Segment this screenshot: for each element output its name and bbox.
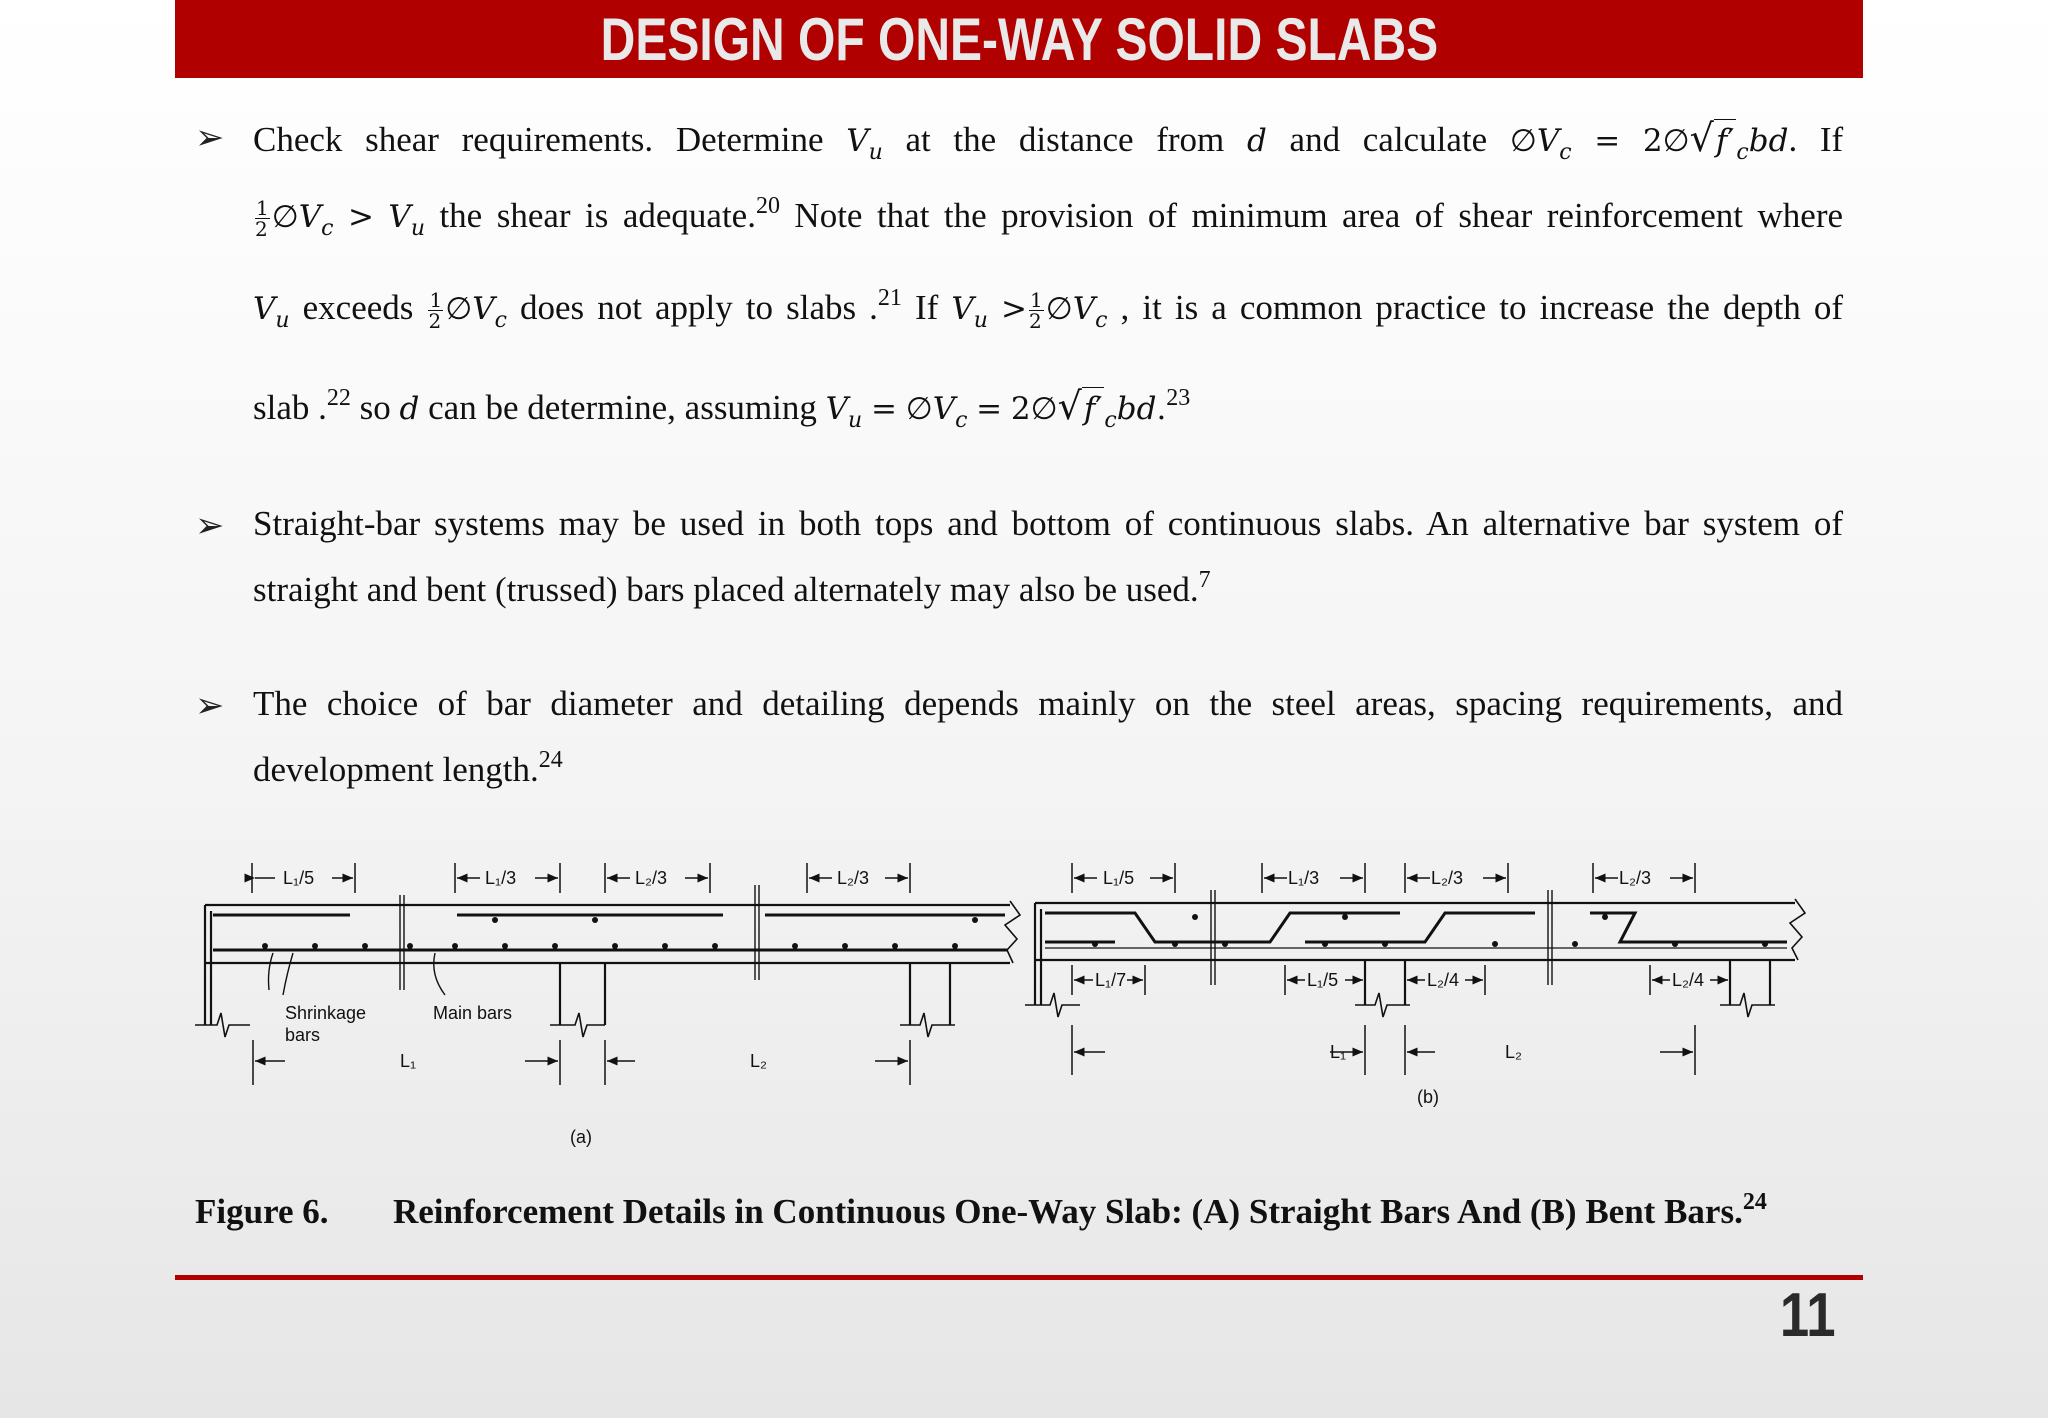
bullet-arrow-icon: ➢ (195, 506, 225, 545)
dim-a-1: L₁/5 (283, 868, 315, 888)
bullet-arrow-icon: ➢ (195, 118, 225, 157)
span-b-2: L₂ (1505, 1042, 1522, 1062)
bullet1-line1: Check shear requirements. Determine $V_u$ at the distance from d and calculate $\emptyset V_c$ = $2\emptyset√f'_cbd$. If (253, 116, 1844, 165)
dim-a-2: L₁/3 (485, 868, 517, 888)
shrinkage-label: Shrinkage (285, 1003, 367, 1023)
figure-b (1025, 863, 1805, 1075)
dim-a-3: L₂/3 (635, 868, 668, 888)
page-number: 11 (1780, 1281, 1836, 1350)
bullet-arrow-icon: ➢ (195, 686, 225, 725)
dim-b-bot-4: L₂/4 (1672, 970, 1705, 990)
header-bar (175, 0, 1863, 78)
dim-b-3: L₂/3 (1431, 868, 1464, 888)
dim-b-2: L₁/3 (1288, 868, 1320, 888)
span-a-1: L₁ (400, 1051, 417, 1071)
reinforcement-figure (195, 845, 1855, 1155)
caption-text: Reinforcement Details in Continuous One-Way Slab: (A) Straight Bars And (B) Bent Bars. (393, 1192, 1743, 1231)
dim-b-bot-1: L₁/7 (1095, 970, 1127, 990)
dim-a-4: L₂/3 (837, 868, 870, 888)
bullet3-line1: The choice of bar diameter and detailing depends mainly on the steel areas, spacing requirements, and (253, 684, 1843, 723)
page-title: DESIGN OF ONE-WAY SOLID SLABS (600, 5, 1438, 73)
dim-b-4: L₂/3 (1619, 868, 1652, 888)
figure-number: Figure 6. (195, 1192, 329, 1231)
figure-b-label: (b) (1417, 1087, 1439, 1107)
dim-b-1: L₁/5 (1103, 868, 1135, 888)
span-b-1: L₁ (1330, 1042, 1347, 1062)
shrinkage-label-2: bars (285, 1025, 321, 1045)
bullet1-line4: slab .$^{22}$ so d can be determine, assuming $V_u$ = $\emptyset V_c$ = $2\emptyset√f'_cbd.^{23}$ (253, 384, 1191, 433)
dim-b-bot-2: L₁/5 (1307, 970, 1339, 990)
figure-a-label: (a) (570, 1127, 592, 1147)
bullet2-line2: straight and bent (trussed) bars placed alternately may also be used.$^7$ (253, 567, 1211, 609)
figure-caption (195, 1189, 1767, 1232)
caption-ref: 24 (1742, 1189, 1767, 1215)
main-bars-label: Main bars (433, 1003, 513, 1023)
bullet3-line2: development length.$^{24}$ (253, 747, 563, 789)
bullet1-line2: $\frac{1}{2}$ $\emptyset V_c > V_u$ the shear is adequate.$^{20}$ Note that the provision of minimum area of shear reinforcement where (255, 193, 1844, 242)
footer-rule (175, 1275, 1863, 1280)
span-a-2: L₂ (750, 1051, 767, 1071)
bullet1-line3: $V_u$ exceeds $\frac{1}{2}$ $\emptyset V_c$ does not apply to slabs .$^{21}$ If $V_u$ > $\frac{1}{2}$ $\emptyset V_c$ , it is a common practice to increase the depth of (253, 285, 1844, 334)
dim-b-bot-3: L₂/4 (1427, 970, 1460, 990)
bullet2-line1: Straight-bar systems may be used in both tops and bottom of continuous slabs. An alternative bar system of (253, 504, 1843, 543)
figure-a (195, 863, 1020, 1085)
